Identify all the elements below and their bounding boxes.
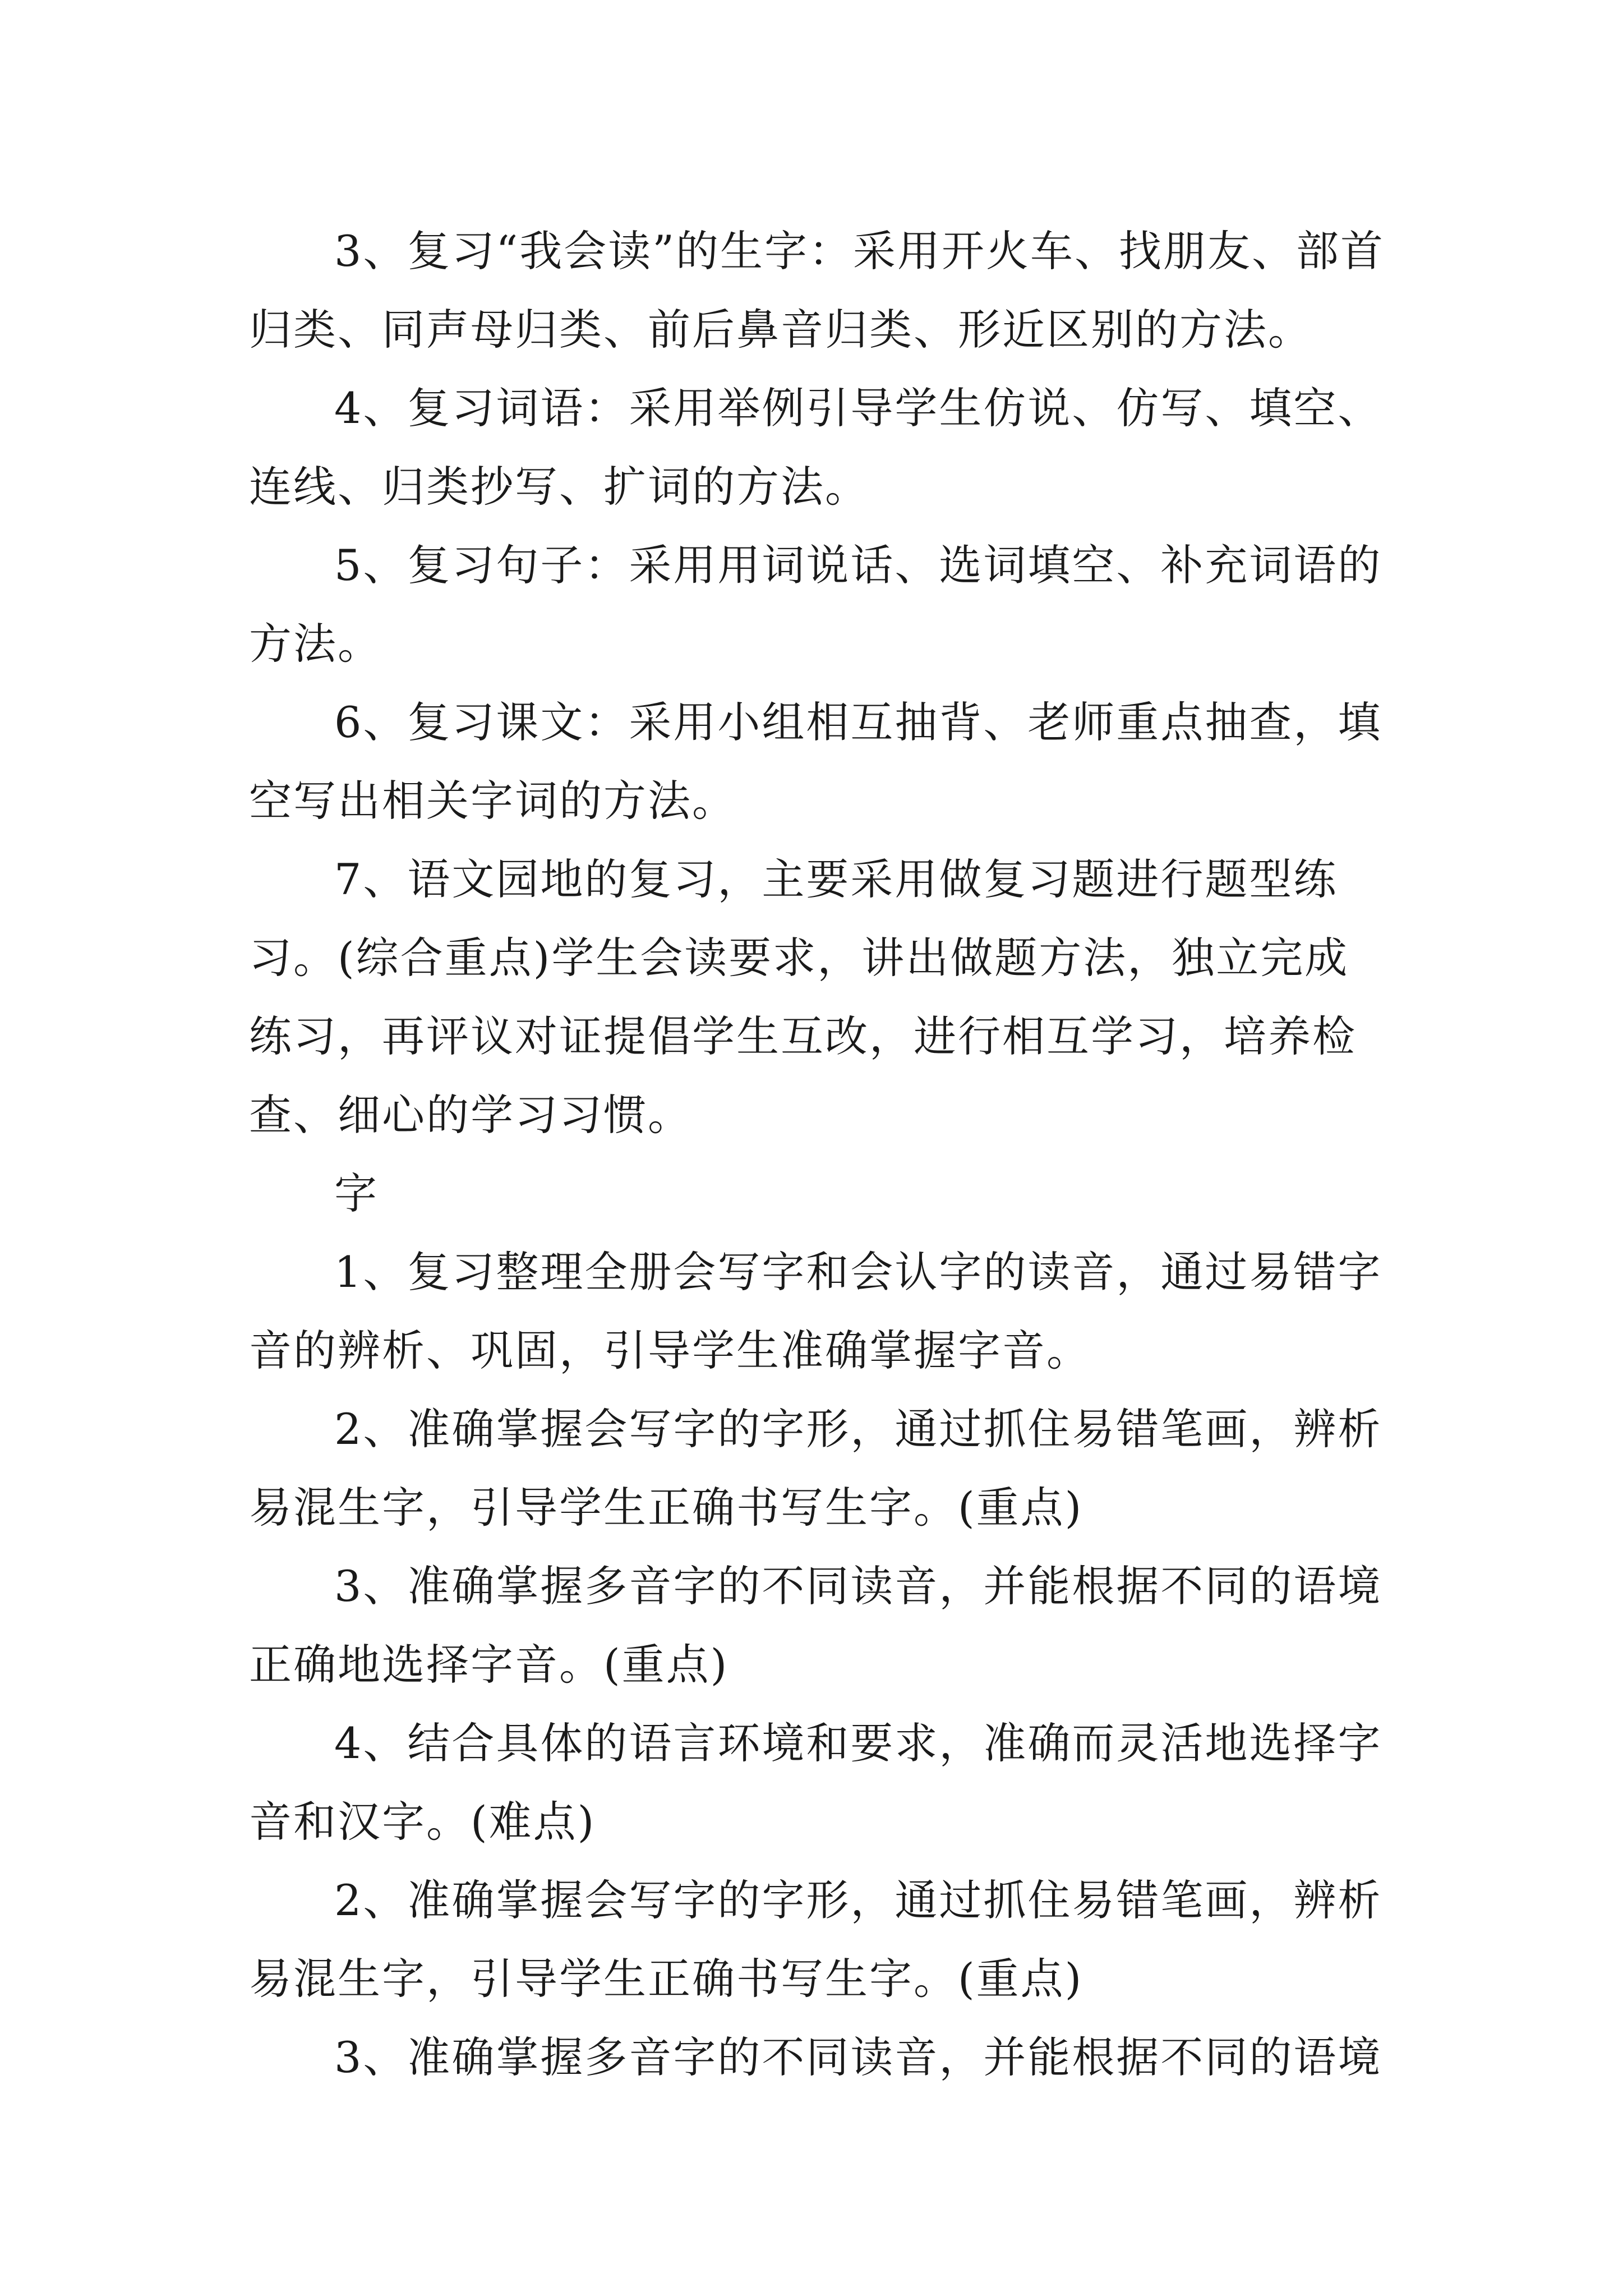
paragraph-review-texts: 6、复习课文：采用小组相互抽背、老师重点抽查，填空写出相关字词的方法。 xyxy=(249,697,1382,826)
paragraph-review-reading-characters: 3、复习“我会读”的生字：采用开火车、找朋友、部首归类、同声母归类、前后鼻音归类、形近区别的方法。 xyxy=(249,226,1385,355)
paragraph-character-shape-repeat: 2、准确掌握会写字的字形，通过抓住易错笔画，辨析易混生字，引导学生正确书写生字。(重点) xyxy=(249,1875,1382,2004)
paragraph-polyphonic-characters: 3、准确掌握多音字的不同读音，并能根据不同的语境正确地选择字音。(重点) xyxy=(249,1561,1382,1690)
paragraph-polyphonic-characters-repeat: 3、准确掌握多音字的不同读音，并能根据不同的语境 xyxy=(334,2032,1382,2082)
paragraph-review-words: 4、复习词语：采用举例引导学生仿说、仿写、填空、连线、归类抄写、扩词的方法。 xyxy=(249,383,1382,512)
paragraph-review-sentences: 5、复习句子：采用用词说话、选词填空、补充词语的方法。 xyxy=(249,540,1382,669)
paragraph-character-pronunciation: 1、复习整理全册会写字和会认字的读音，通过易错字音的辨析、巩固，引导学生准确掌握字音。 xyxy=(249,1247,1382,1375)
document-body xyxy=(249,212,1387,2097)
paragraph-review-chinese-garden: 7、语文园地的复习，主要采用做复习题进行题型练习。(综合重点)学生会读要求，讲出做题方法，独立完成练习，再评议对证提倡学生互改，进行相互学习，培养检查、细心的学习习惯。 xyxy=(249,854,1357,1140)
section-heading-characters: 字 xyxy=(334,1168,379,1218)
paragraph-context-selection: 4、结合具体的语言环境和要求，准确而灵活地选择字音和汉字。(难点) xyxy=(249,1718,1382,1847)
paragraph-character-shape: 2、准确掌握会写字的字形，通过抓住易错笔画，辨析易混生字，引导学生正确书写生字。(重点) xyxy=(249,1404,1382,1533)
